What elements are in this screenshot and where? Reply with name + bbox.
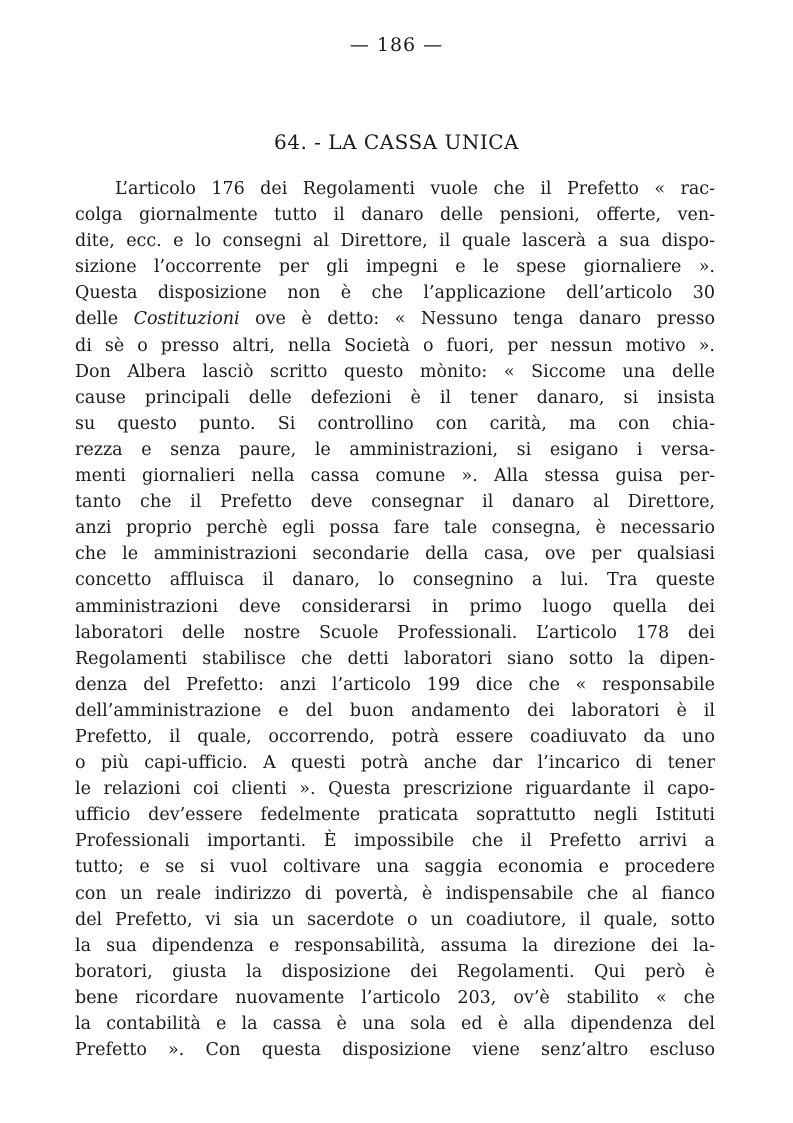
text-line: Prefetto, il quale, occorrendo, potrà essere coadiuvato da uno (75, 726, 715, 747)
text-line: che le amministrazioni secondarie della casa, ove per qualsiasi (75, 544, 715, 565)
text-line: boratori, giusta la disposizione dei Regolamenti. Qui però è (75, 961, 715, 982)
text-line: L’articolo 176 dei Regolamenti vuole che il Prefetto « rac- (115, 179, 715, 199)
text-line: anzi proprio perchè egli possa fare tale consegna, è necessario (75, 518, 715, 539)
text-line: Don Albera lasciò scritto questo mònito: « Siccome una delle (75, 361, 715, 382)
text-line: la sua dipendenza e responsabilità, assuma la direzione dei la- (75, 935, 715, 956)
text-line: dell’amministrazione e del buon andamento dei laboratori è il (75, 700, 715, 721)
text-line: Questa disposizione non è che l’applicazione dell’articolo 30 (75, 283, 715, 304)
text-line: tanto che il Prefetto deve consegnar il danaro al Direttore, (75, 492, 715, 513)
body-paragraph (75, 176, 715, 1063)
text-line: delle Costituzioni ove è detto: « Nessuno tenga danaro presso (75, 309, 715, 330)
text-line: o più capi-ufficio. A questi potrà anche dar l’incarico di tener (75, 753, 715, 774)
text-line: denza del Prefetto: anzi l’articolo 199 dice che « responsabile (75, 674, 715, 695)
text-line: Regolamenti stabilisce che detti laboratori siano sotto la dipen- (75, 648, 715, 669)
text-line: concetto affluisca il danaro, lo consegnino a lui. Tra queste (75, 570, 715, 591)
text-line: rezza e senza paure, le amministrazioni, si esigano i versa- (75, 439, 715, 460)
text-line: le relazioni coi clienti ». Questa prescrizione riguardante il capo- (75, 779, 715, 800)
text-line: con un reale indirizzo di povertà, è indispensabile che al fianco (75, 883, 715, 904)
section-title: 64. - LA CASSA UNICA (274, 130, 519, 154)
text-line: menti giornalieri nella cassa comune ». Alla stessa guisa per- (75, 466, 715, 487)
text-line: amministrazioni deve considerarsi in primo luogo quella dei (75, 596, 715, 617)
text-line: del Prefetto, vi sia un sacerdote o un coadiutore, il quale, sotto (75, 909, 715, 930)
text-line: su questo punto. Si controllino con carità, ma con chia- (75, 413, 715, 434)
italic-term: Costituzioni (133, 309, 240, 330)
text-line: colga giornalmente tutto il danaro delle pensioni, offerte, ven- (75, 205, 715, 226)
text-line: ufficio dev’essere fedelmente praticata soprattutto negli Istituti (75, 805, 715, 826)
text-line: Prefetto ». Con questa disposizione viene senz’altro escluso (75, 1040, 715, 1061)
text-line: la contabilità e la cassa è una sola ed è alla dipendenza del (75, 1014, 715, 1034)
text-line: Professionali importanti. È impossibile che il Prefetto arrivi a (75, 831, 715, 852)
text-line: dite, ecc. e lo consegni al Direttore, il quale lascerà a sua dispo- (75, 231, 715, 252)
page-number: — 186 — (349, 34, 444, 56)
text-line: laboratori delle nostre Scuole Professionali. L’articolo 178 dei (75, 622, 715, 643)
text-line: di sè o presso altri, nella Società o fuori, per nessun motivo ». (75, 335, 715, 356)
text-line: cause principali delle defezioni è il tener danaro, si insista (75, 387, 715, 408)
text-line: sizione l’occorrente per gli impegni e le spese giornaliere ». (75, 257, 715, 278)
text-line: bene ricordare nuovamente l’articolo 203, ov’è stabilito « che (75, 987, 715, 1008)
text-line: tutto; e se si vuol coltivare una saggia economia e procedere (75, 857, 715, 878)
